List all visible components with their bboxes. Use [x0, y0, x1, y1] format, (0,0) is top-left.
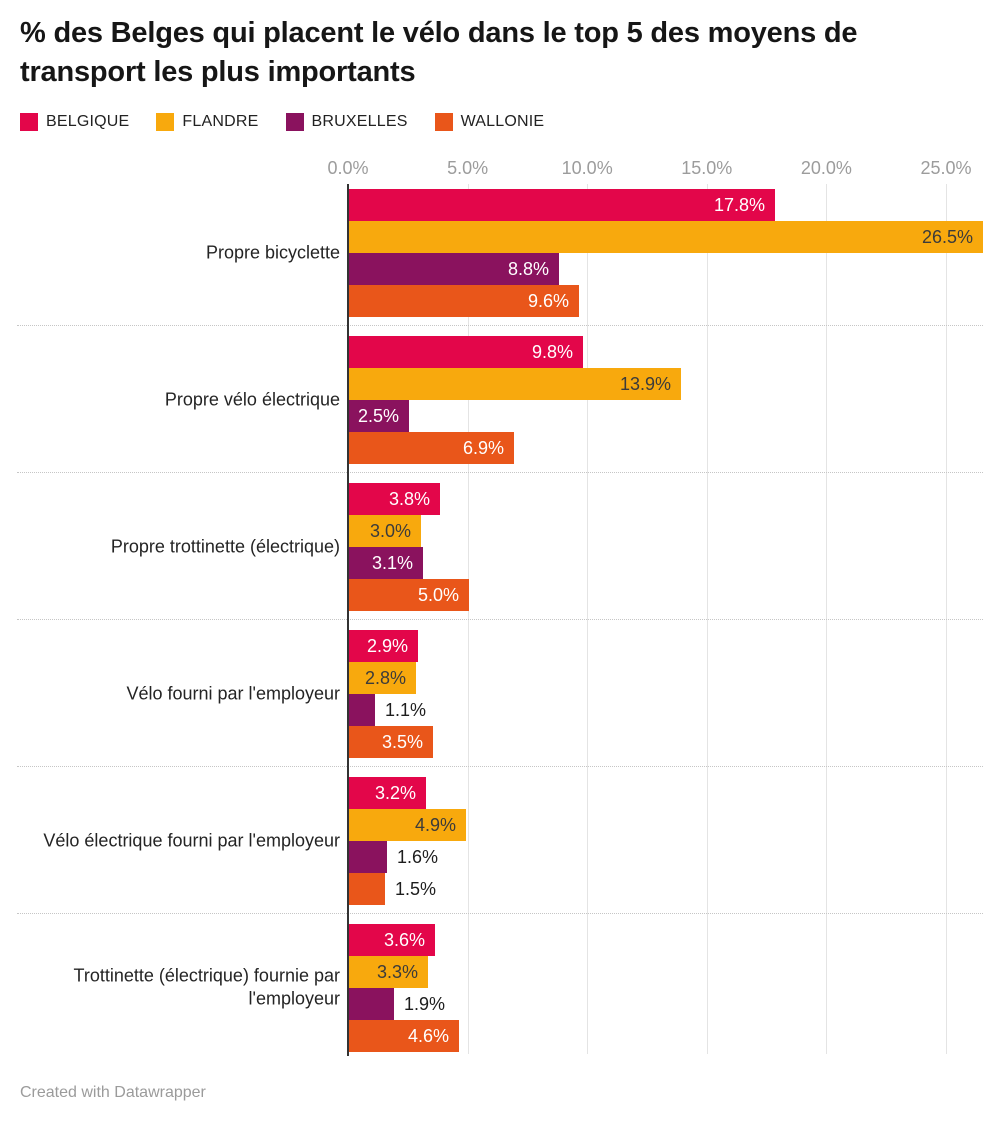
bar-value-label: 4.6%: [407, 1026, 449, 1046]
bar-flandre-5: [349, 809, 466, 841]
bar-value-label: 8.8%: [507, 259, 549, 279]
bar-value-label: 9.8%: [531, 342, 573, 362]
legend-swatch-icon: [20, 113, 38, 131]
legend: [20, 113, 544, 131]
bar-value-label: 2.9%: [366, 636, 408, 656]
legend-item-bruxelles: [286, 113, 408, 131]
x-axis-tick-label: 10.0%: [561, 158, 613, 178]
bar-value-label: 2.8%: [364, 668, 406, 688]
legend-label: BELGIQUE: [46, 113, 130, 130]
bar-value-label: 2.5%: [357, 406, 399, 426]
bar-belgique-4: [349, 630, 418, 662]
y-axis-line: [347, 184, 349, 1056]
category-label: Propre bicyclette: [205, 242, 340, 263]
legend-item-flandre: [156, 113, 258, 131]
bar-value-label: 3.6%: [383, 930, 425, 950]
bar-wallonie-4: [349, 726, 433, 758]
bar-flandre-1: [349, 221, 983, 253]
bar-value-label: 13.9%: [619, 374, 671, 394]
legend-label: WALLONIE: [460, 113, 545, 130]
category-label: Propre vélo électrique: [164, 389, 340, 410]
legend-swatch-icon: [435, 113, 453, 131]
legend-swatch-icon: [156, 113, 174, 131]
bar-value-label: 3.2%: [374, 783, 416, 803]
category-label: Propre trottinette (électrique): [110, 536, 340, 557]
bar-belgique-1: [349, 189, 775, 221]
bar-value-label: 3.1%: [371, 553, 413, 573]
bar-bruxelles-2: [349, 400, 409, 432]
bar-value-label: 6.9%: [462, 438, 504, 458]
bar-bruxelles-6: [349, 988, 394, 1020]
bar-belgique-6: [349, 924, 435, 956]
legend-label: BRUXELLES: [311, 113, 408, 130]
bar-value-label: 4.9%: [414, 815, 456, 835]
bar-value-label: 17.8%: [713, 195, 765, 215]
group-separator: [17, 325, 983, 326]
bar-value-label: 3.5%: [381, 732, 423, 752]
x-axis-tick-label: 5.0%: [447, 158, 489, 178]
bar-wallonie-5: [349, 873, 385, 905]
category-label: Vélo fourni par l'employeur: [126, 683, 340, 704]
bar-flandre-4: [349, 662, 416, 694]
bar-bruxelles-4: [349, 694, 375, 726]
x-axis-tick-label: 15.0%: [681, 158, 733, 178]
bar-flandre-6: [349, 956, 428, 988]
bar-bruxelles-1: [349, 253, 559, 285]
bar-value-label: 3.3%: [376, 962, 418, 982]
bar-value-label: 26.5%: [921, 227, 973, 247]
bar-belgique-2: [349, 336, 583, 368]
category-label: Vélo électrique fourni par l'employeur: [43, 830, 340, 851]
attribution-text: Created with Datawrapper: [20, 1084, 206, 1101]
legend-swatch-icon: [286, 113, 304, 131]
bar-bruxelles-5: [349, 841, 387, 873]
bar-belgique-3: [349, 483, 440, 515]
bar-value-label: 3.8%: [388, 489, 430, 509]
x-axis-tick-label: 0.0%: [327, 158, 369, 178]
legend-item-wallonie: [435, 113, 545, 131]
chart-title: % des Belges qui placent le vélo dans le top 5 des moyens de transport les plus importants: [20, 17, 858, 88]
bar-value-label: 3.0%: [369, 521, 411, 541]
bar-wallonie-1: [349, 285, 579, 317]
category-label: Trottinette (électrique) fournie par l'employeur: [73, 965, 340, 1009]
group-separator: [17, 472, 983, 473]
bar-value-label: 9.6%: [527, 291, 569, 311]
bar-flandre-2: [349, 368, 681, 400]
bar-value-label: 5.0%: [417, 585, 459, 605]
group-separator: [17, 766, 983, 767]
bar-bruxelles-3: [349, 547, 423, 579]
bar-flandre-3: [349, 515, 421, 547]
group-separator: [17, 913, 983, 914]
bar-wallonie-3: [349, 579, 469, 611]
bar-value-label: 1.6%: [397, 847, 439, 867]
legend-item-belgique: [20, 113, 129, 131]
bar-belgique-5: [349, 777, 426, 809]
group-separator: [17, 619, 983, 620]
bar-value-label: 1.1%: [385, 700, 427, 720]
bar-wallonie-6: [349, 1020, 459, 1052]
bar-value-label: 1.9%: [404, 994, 446, 1014]
x-axis-tick-label: 20.0%: [800, 158, 852, 178]
x-axis-tick-label: 25.0%: [920, 158, 972, 178]
legend-label: FLANDRE: [182, 113, 259, 130]
bar-value-label: 1.5%: [395, 879, 437, 899]
bar-wallonie-2: [349, 432, 514, 464]
